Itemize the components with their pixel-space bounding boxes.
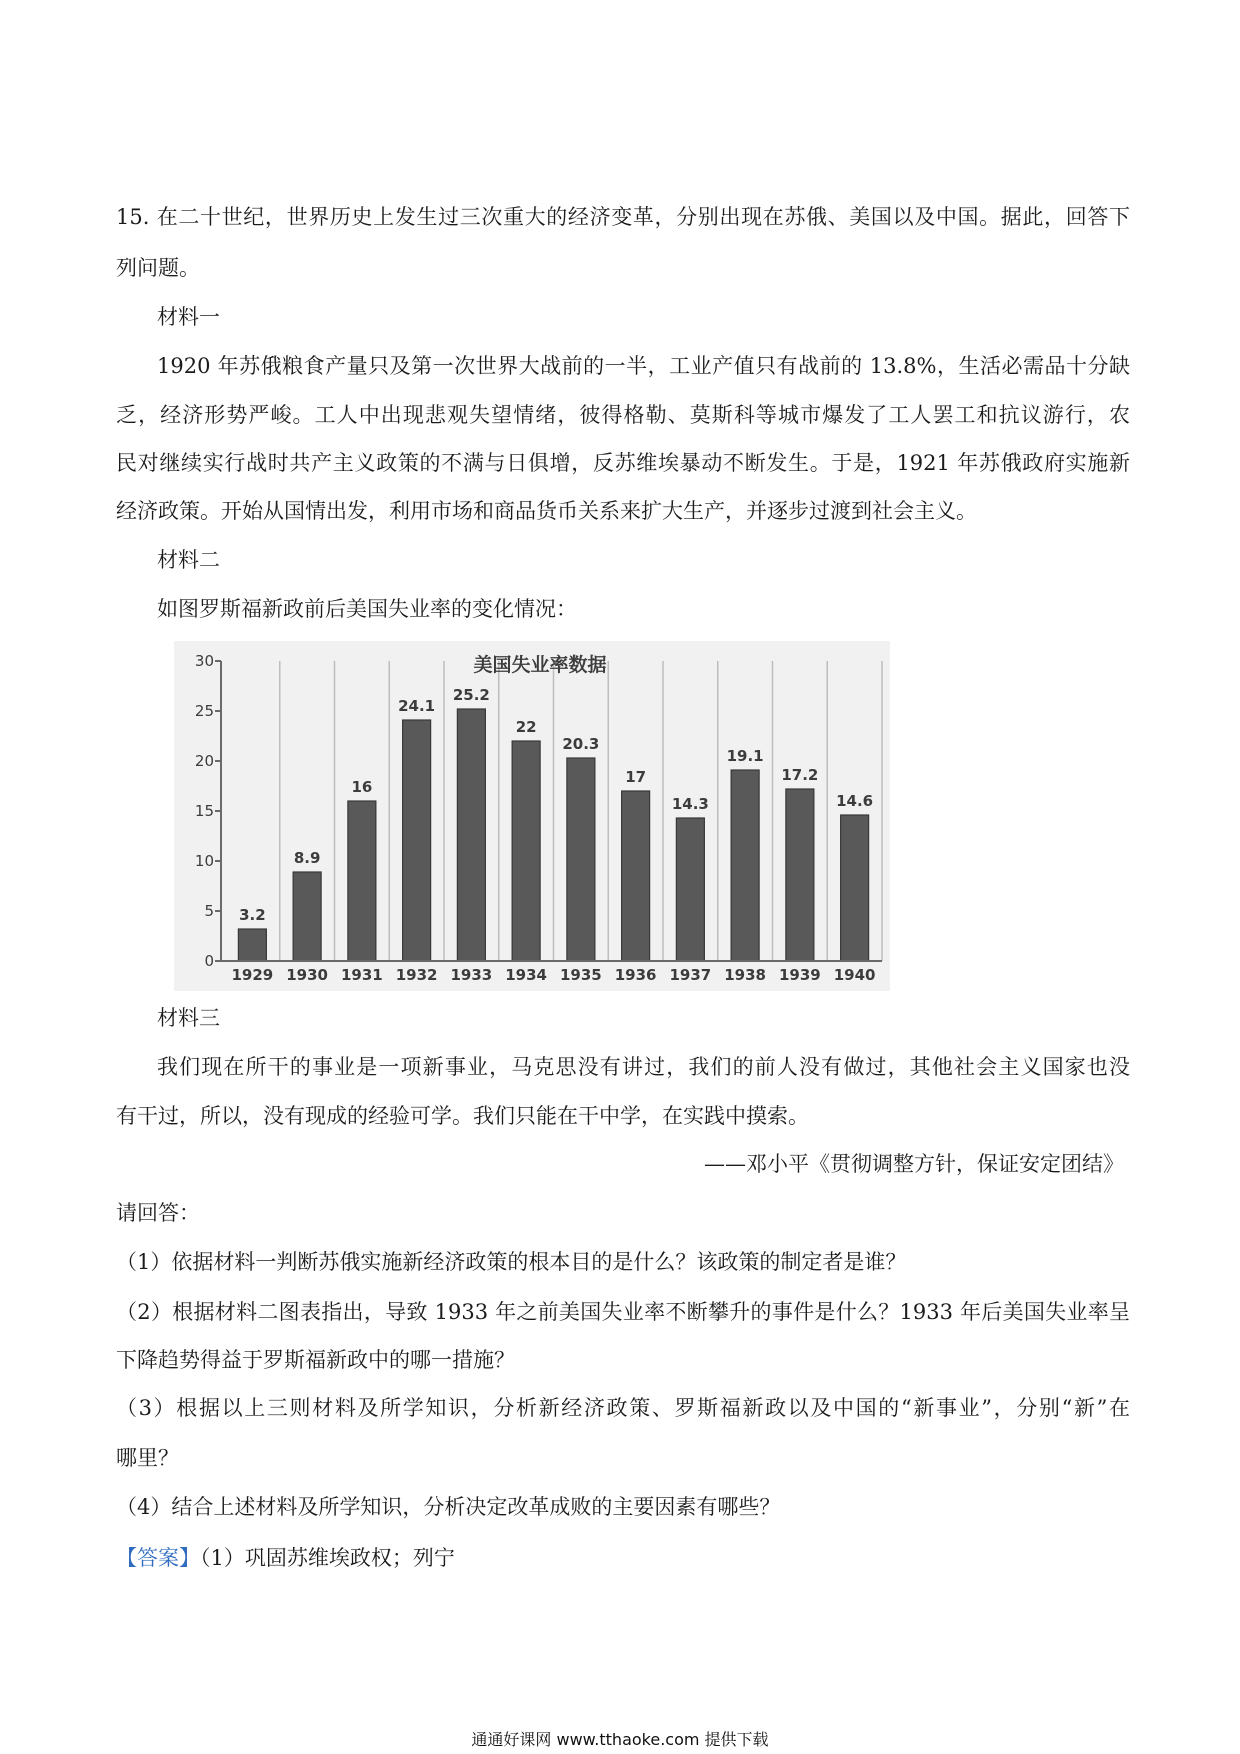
bar-value-label: 19.1 xyxy=(726,747,764,765)
bar xyxy=(676,818,704,961)
bar-value-label: 24.1 xyxy=(398,697,436,715)
bar xyxy=(731,770,759,961)
bar xyxy=(786,789,814,961)
material-3-line: 我们现在所干的事业是一项新事业，马克思没有讲过，我们的前人没有做过，其他社会主义国家也没 xyxy=(157,1055,1130,1079)
chart-caption: 如图罗斯福新政前后美国失业率的变化情况： xyxy=(157,597,577,621)
bar xyxy=(403,720,431,961)
subquestion-line: （2）根据材料二图表指出，导致 1933 年之前美国失业率不断攀升的事件是什么？1933 年后美国失业率呈 xyxy=(116,1300,1130,1324)
x-tick-label: 1938 xyxy=(724,966,766,984)
x-tick-label: 1930 xyxy=(286,966,328,984)
answer-line xyxy=(116,1544,455,1572)
bar xyxy=(238,929,266,961)
subquestion-line: 下降趋势得益于罗斯福新政中的哪一措施？ xyxy=(116,1348,515,1372)
y-tick-label: 30 xyxy=(194,652,214,670)
x-tick-label: 1934 xyxy=(505,966,547,984)
question-stem-line: 15. 在二十世纪，世界历史上发生过三次重大的经济变革，分别出现在苏俄、美国以及中国。据此，回答下 xyxy=(116,205,1130,229)
bar-value-label: 22 xyxy=(515,718,537,736)
material-1-line: 经济政策。开始从国情出发，利用市场和商品货币关系来扩大生产，并逐步过渡到社会主义。 xyxy=(116,499,977,523)
bar xyxy=(348,801,376,961)
source-attribution: ——邓小平《贯彻调整方针，保证安定团结》 xyxy=(704,1152,1124,1176)
bar-value-label: 17 xyxy=(625,768,647,786)
answer-text: （1）巩固苏维埃政权；列宁 xyxy=(200,1546,455,1570)
x-tick-label: 1929 xyxy=(231,966,274,984)
material-1-line: 1920 年苏俄粮食产量只及第一次世界大战前的一半，工业产值只有战前的 13.8%，生活必需品十分缺 xyxy=(157,354,1130,378)
y-tick-label: 10 xyxy=(194,852,214,870)
subquestion-line: （3）根据以上三则材料及所学知识，分析新经济政策、罗斯福新政以及中国的“新事业”，分别“新”在 xyxy=(116,1396,1130,1420)
bar xyxy=(841,815,869,961)
footer-text: 通通好课网 www.tthaoke.com 提供下载 xyxy=(471,1730,769,1749)
x-tick-label: 1931 xyxy=(341,966,383,984)
subquestion-line: （1）依据材料一判断苏俄实施新经济政策的根本目的是什么？该政策的制定者是谁？ xyxy=(116,1250,907,1274)
bar xyxy=(293,872,321,961)
bar xyxy=(567,758,595,961)
prompt-label: 请回答： xyxy=(116,1201,200,1225)
material-1-line: 乏，经济形势严峻。工人中出现悲观失望情绪，彼得格勒、莫斯科等城市爆发了工人罢工和抗议游行，农 xyxy=(116,403,1130,427)
x-tick-label: 1935 xyxy=(560,966,602,984)
subquestion-line: 哪里？ xyxy=(116,1446,179,1470)
material-3-label: 材料三 xyxy=(157,1006,220,1030)
x-tick-label: 1937 xyxy=(669,966,712,984)
subquestion-line: （4）结合上述材料及所学知识，分析决定改革成败的主要因素有哪些？ xyxy=(116,1495,781,1519)
question-stem-line: 列问题。 xyxy=(116,256,200,280)
bar-value-label: 14.6 xyxy=(836,792,874,810)
bar-value-label: 25.2 xyxy=(452,686,490,704)
unemployment-bar-chart xyxy=(174,641,890,991)
bar xyxy=(457,709,485,961)
chart-title: 美国失业率数据 xyxy=(473,654,607,676)
x-tick-label: 1939 xyxy=(779,966,821,984)
y-tick-label: 15 xyxy=(194,802,214,820)
bar xyxy=(512,741,540,961)
y-tick-label: 20 xyxy=(194,752,214,770)
bar-value-label: 17.2 xyxy=(781,766,819,784)
bar-value-label: 16 xyxy=(351,778,373,796)
answer-label: 【答案】 xyxy=(116,1546,200,1570)
y-tick-label: 5 xyxy=(204,902,214,920)
bar-value-label: 14.3 xyxy=(671,795,709,813)
y-tick-label: 0 xyxy=(204,952,214,970)
x-tick-label: 1932 xyxy=(395,966,438,984)
x-tick-label: 1933 xyxy=(450,966,493,984)
bar-value-label: 8.9 xyxy=(293,849,321,867)
x-tick-label: 1940 xyxy=(833,966,876,984)
material-2-label: 材料二 xyxy=(157,548,220,572)
material-3-line: 有干过，所以，没有现成的经验可学。我们只能在干中学，在实践中摸索。 xyxy=(116,1104,809,1128)
bar-value-label: 3.2 xyxy=(239,906,266,924)
material-1-label: 材料一 xyxy=(157,305,220,329)
material-1-line: 民对继续实行战时共产主义政策的不满与日俱增，反苏维埃暴动不断发生。于是，1921 年苏俄政府实施新 xyxy=(116,451,1130,475)
x-tick-label: 1936 xyxy=(614,966,657,984)
y-tick-label: 25 xyxy=(194,702,214,720)
bar-value-label: 20.3 xyxy=(562,735,600,753)
bar xyxy=(622,791,650,961)
